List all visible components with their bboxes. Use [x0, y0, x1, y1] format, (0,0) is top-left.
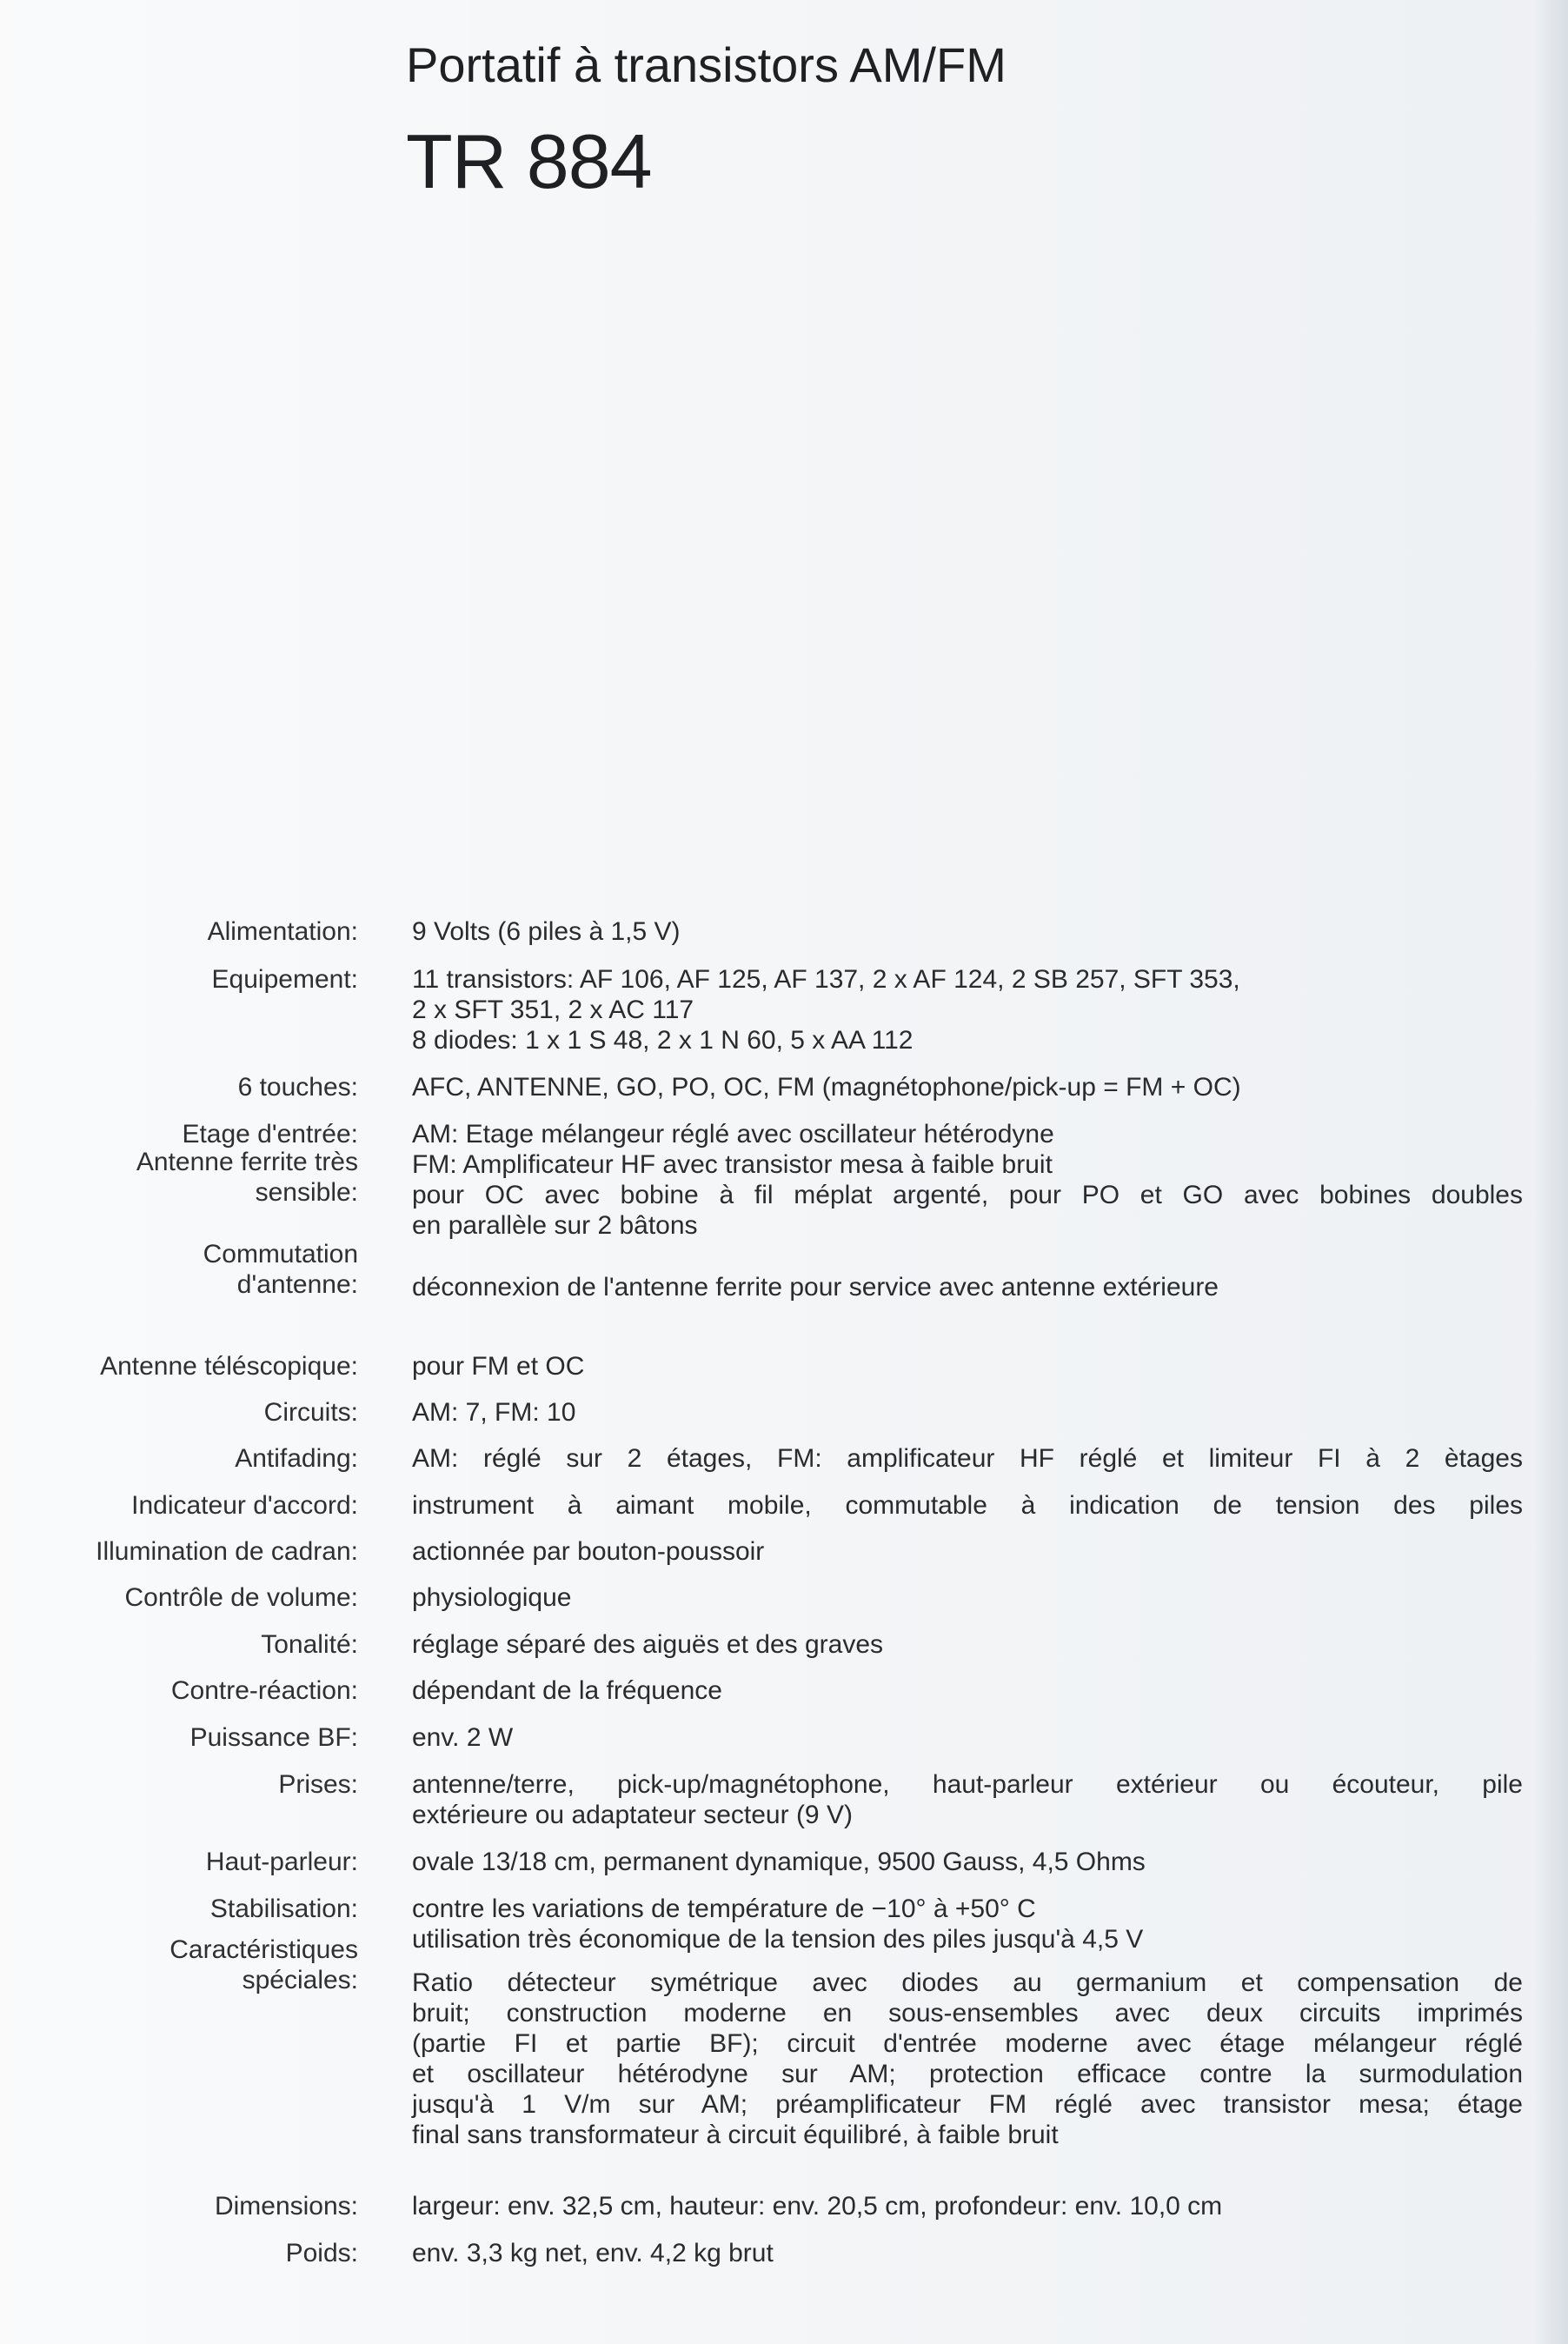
spec-value: [412, 1119, 1523, 1180]
spec-value-line: déconnexion de l'antenne ferrite pour service avec antenne extérieure: [412, 1273, 1219, 1302]
spec-value-line: dépendant de la fréquence: [412, 1676, 722, 1705]
spec-label: Illumination de cadran:: [96, 1537, 358, 1566]
document-subtitle: Portatif à transistors AM/FM: [406, 37, 1007, 92]
spec-value-line: contre les variations de température de −10° à +50° C: [412, 1895, 1036, 1923]
spec-value-line: env. 3,3 kg net, env. 4,2 kg brut: [412, 2239, 774, 2267]
spec-label: Antenne téléscopique:: [100, 1352, 358, 1381]
spec-value-line: extérieure ou adaptateur secteur (9 V): [412, 1801, 853, 1829]
spec-value-line: 2 x SFT 351, 2 x AC 117: [412, 996, 694, 1024]
spec-value: [412, 1536, 1523, 1567]
spec-value-line: final sans transformateur à circuit équilibré, à faible bruit: [412, 2121, 1059, 2149]
spec-value-line: antenne/terre, pick-up/magnétophone, haut-parleur extérieur ou écouteur, pile: [412, 1770, 1523, 1799]
spec-label: Antenne ferrite très sensible:: [136, 1148, 358, 1207]
spec-value-line: bruit; construction moderne en sous-ensembles avec deux circuits imprimés: [412, 1999, 1523, 2028]
spec-value-line: (partie FI et partie BF); circuit d'entrée moderne avec étage mélangeur réglé: [412, 2029, 1523, 2058]
spec-value: [412, 2238, 1523, 2268]
spec-value-line: largeur: env. 32,5 cm, hauteur: env. 20,5 cm, profondeur: env. 10,0 cm: [412, 2192, 1223, 2221]
spec-label: Alimentation:: [207, 917, 358, 946]
spec-value-line: pour FM et OC: [412, 1352, 585, 1381]
spec-value: [412, 1180, 1523, 1241]
spec-value-line: 8 diodes: 1 x 1 S 48, 2 x 1 N 60, 5 x AA 112: [412, 1026, 914, 1055]
spec-value: [412, 1722, 1523, 1753]
spec-value-line: pour OC avec bobine à fil méplat argenté, pour PO et GO avec bobines doubles: [412, 1181, 1523, 1209]
spec-value-line: 11 transistors: AF 106, AF 125, AF 137, 2 x AF 124, 2 SB 257, SFT 353,: [412, 965, 1240, 994]
spec-label: Circuits:: [263, 1398, 358, 1427]
spec-value: [412, 1397, 1523, 1428]
spec-label: Commutation d'antenne:: [203, 1240, 358, 1299]
spec-label: Etage d'entrée:: [182, 1120, 358, 1149]
spec-value: [412, 1351, 1523, 1382]
spec-value: [412, 2191, 1523, 2221]
spec-value-line: ovale 13/18 cm, permanent dynamique, 9500 Gauss, 4,5 Ohms: [412, 1848, 1146, 1876]
spec-value-line: et oscillateur hétérodyne sur AM; protection efficace contre la surmodulation: [412, 2060, 1523, 2088]
spec-value: [412, 1629, 1523, 1660]
spec-value-line: utilisation très économique de la tension des piles jusqu'à 4,5 V: [412, 1925, 1144, 1954]
spec-value-line: réglage séparé des aiguës et des graves: [412, 1630, 884, 1659]
spec-value-line: jusqu'à 1 V/m sur AM; préamplificateur FM réglé avec transistor mesa; étage: [412, 2090, 1523, 2119]
model-title: TR 884: [406, 118, 652, 204]
spec-value: [412, 1769, 1523, 1830]
spec-value: [412, 1072, 1523, 1102]
spec-label: Tonalité:: [261, 1630, 358, 1659]
spec-value-line: AM: Etage mélangeur réglé avec oscillateur hétérodyne: [412, 1120, 1054, 1149]
spec-value-line: AM: 7, FM: 10: [412, 1398, 576, 1427]
spec-label: Stabilisation:: [209, 1895, 358, 1923]
spec-value-line: 9 Volts (6 piles à 1,5 V): [412, 917, 681, 946]
spec-value: [412, 916, 1523, 947]
page-edge-shadow: [1535, 0, 1568, 2344]
spec-value: [412, 1443, 1523, 1474]
spec-label: Prises:: [278, 1770, 358, 1799]
spec-value-line: actionnée par bouton-poussoir: [412, 1537, 765, 1566]
spec-value-line: FM: Amplificateur HF avec transistor mesa à faible bruit: [412, 1150, 1053, 1179]
spec-label: Contre-réaction:: [170, 1676, 358, 1705]
spec-value-line: env. 2 W: [412, 1723, 514, 1752]
spec-value: [412, 964, 1523, 1055]
spec-value: [412, 1272, 1523, 1302]
spec-value: [412, 1894, 1523, 1954]
spec-value-line: AFC, ANTENNE, GO, PO, OC, FM (magnétophone/pick-up = FM + OC): [412, 1073, 1241, 1102]
spec-value-line: en parallèle sur 2 bâtons: [412, 1211, 698, 1240]
spec-value-line: AM: réglé sur 2 étages, FM: amplificateur HF réglé et limiteur FI à 2 ètages: [412, 1444, 1523, 1473]
spec-value: [412, 1675, 1523, 1706]
spec-label: Caractéristiques spéciales:: [169, 1935, 358, 1994]
spec-label: Dimensions:: [214, 2192, 358, 2221]
spec-value-line: Ratio détecteur symétrique avec diodes au germanium et compensation de: [412, 1968, 1523, 1997]
spec-label: Contrôle de volume:: [124, 1583, 358, 1612]
spec-value-line: physiologique: [412, 1583, 572, 1612]
spec-value: [412, 1968, 1523, 2150]
spec-label: Antifading:: [235, 1444, 358, 1473]
spec-label: Equipement:: [211, 965, 358, 994]
spec-value-line: instrument à aimant mobile, commutable à indication de tension des piles: [412, 1491, 1523, 1520]
spec-value: [412, 1582, 1523, 1613]
spec-label: Indicateur d'accord:: [131, 1491, 358, 1520]
spec-label: Poids:: [285, 2239, 358, 2267]
spec-label: 6 touches:: [237, 1073, 358, 1102]
spec-label: Puissance BF:: [189, 1723, 358, 1752]
spec-value: [412, 1847, 1523, 1877]
spec-label: Haut-parleur:: [205, 1848, 358, 1876]
spec-value: [412, 1490, 1523, 1521]
